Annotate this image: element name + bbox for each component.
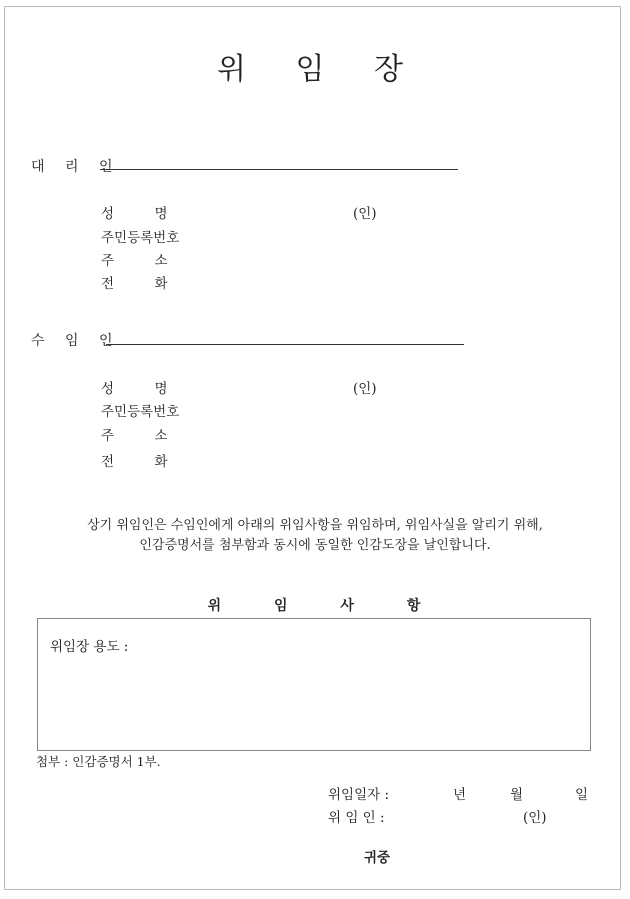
delegate-phone-label: 전 화: [101, 454, 168, 470]
delegate-seal: (인): [353, 381, 377, 397]
agent-name-label: 성 명: [101, 206, 168, 222]
agent-label: 대 리 인: [31, 159, 121, 175]
agent-underline: [100, 169, 458, 170]
delegate-name-label: 성 명: [101, 381, 168, 397]
delegate-address-label: 주 소: [101, 428, 168, 444]
addressee: 귀중: [364, 850, 391, 866]
day-label: 일: [575, 787, 589, 803]
delegate-underline: [106, 344, 464, 345]
delegate-resident-number-label: 주민등록번호: [101, 404, 180, 420]
delegator-label: 위 임 인 :: [328, 810, 385, 826]
statement-line-1: 상기 위임인은 수임인에게 아래의 위임사항을 위임하며, 위임사실을 알리기 위해,: [87, 518, 543, 533]
delegate-label: 수 임 인: [31, 333, 121, 349]
year-label: 년: [453, 787, 467, 803]
attachment-note: 첨부 : 인감증명서 1부.: [36, 754, 161, 769]
agent-resident-number-label: 주민등록번호: [101, 230, 180, 246]
document-title: 위 임 장: [216, 52, 423, 87]
delegator-seal: (인): [523, 810, 547, 826]
statement-line-2: 인감증명서를 첨부함과 동시에 동일한 인감도장을 날인합니다.: [139, 538, 491, 553]
purpose-label: 위임장 용도 :: [50, 639, 129, 655]
date-label: 위임일자 :: [328, 787, 390, 803]
agent-seal: (인): [353, 206, 377, 222]
agent-phone-label: 전 화: [101, 276, 168, 292]
section-title: 위 임 사 항: [207, 598, 445, 614]
month-label: 월: [510, 787, 524, 803]
agent-address-label: 주 소: [101, 253, 168, 269]
